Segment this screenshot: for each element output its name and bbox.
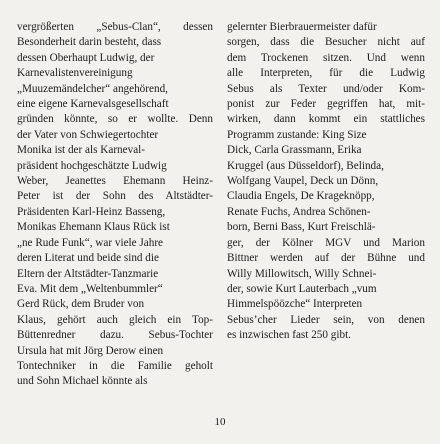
text-line: Himmelspöözche“ Interpreten [227, 298, 363, 311]
text-line: der, sowie Kurt Lauterbach „vum [227, 282, 377, 295]
text-line: Willy Millowitsch, Willy Schnei- [227, 267, 377, 280]
text-line: ponist zur Feder gegriffen hat, mit- [227, 98, 425, 111]
text-line: Sebus als Texter und/oder Kom- [227, 82, 425, 95]
text-line: Weber, Jeanettes Ehemann Heinz- [17, 175, 213, 188]
text-line: „ne Rude Funk“, war viele Jahre [17, 236, 164, 249]
text-line: präsident hochgeschätzte Ludwig [17, 159, 167, 172]
text-line: sorgen, dass die Besucher nicht auf [227, 36, 425, 49]
text-line: gelernter Bierbrauermeister dafür [227, 21, 377, 33]
text-line: born, Berni Bass, Kurt Freischlä- [227, 221, 376, 234]
text-line: „Muuzemändelcher“ angehörend, [17, 82, 168, 95]
text-line: Renate Fuchs, Andrea Schönen- [227, 205, 371, 218]
text-line: Monikas Ehemann Klaus Rück ist [17, 221, 170, 234]
text-line: Kruggel (aus Düsseldorf), Belinda, [227, 159, 384, 172]
text-line: Eva. Mit dem „Weltenbummler“ [17, 282, 163, 295]
text-line: alle Interpreten, für die Ludwig [227, 67, 425, 80]
left-text-column [17, 20, 213, 390]
text-line: eine eigene Karnevalsgesellschaft [17, 98, 169, 111]
text-line: Programm zustande: King Size [227, 128, 367, 141]
text-line: und Sohn Michael könnte als [17, 375, 148, 388]
text-line: Bittner werden auf der Bühne und [227, 252, 425, 265]
text-line: Gerd Rück, dem Bruder von [17, 298, 145, 311]
text-line: dem Trockenen sitzen. Und wenn [227, 51, 425, 64]
text-line: Claudia Engels, De Krageknöpp, [227, 190, 375, 203]
text-line: Sebus’cher Lieder sein, von denen [227, 313, 425, 326]
text-line: der Vater von Schwiegertochter [17, 128, 159, 141]
right-text-column [227, 20, 425, 344]
text-line: Tontechniker in die Familie geholt [17, 359, 213, 372]
text-line: ger, der Kölner MGV und Marion [227, 236, 425, 249]
text-line: es inzwischen fast 250 gibt. [227, 329, 351, 342]
text-line: Präsidenten Karl-Heinz Basseng, [17, 205, 166, 218]
text-line: Monika ist der als Karneval- [17, 144, 145, 157]
text-line: dessen Oberhaupt Ludwig, der [17, 51, 155, 64]
text-line: Besonderheit darin besteht, dass [17, 36, 162, 49]
text-line: Büttenredner dazu. Sebus-Tochter [17, 329, 213, 342]
text-line: Peter ist der Sohn des Altstädter- [17, 190, 213, 203]
text-line: Karnevalistenvereinigung [17, 67, 133, 80]
text-line: Klaus, gehört auch gleich ein Top- [17, 313, 213, 326]
page-number: 10 [214, 416, 226, 428]
text-line: vergrößerten „Sebus-Clan“, dessen [17, 21, 213, 33]
text-line: Eltern der Altstädter-Tanzmarie [17, 267, 159, 280]
text-line: Wolfgang Vaupel, Deck un Dönn, [227, 175, 379, 188]
text-line: deren Literat und beide sind die [17, 252, 159, 265]
text-line: Ursula hat mit Jörg Derow einen [17, 344, 164, 357]
text-line: gründen könnte, so er wollte. Denn [17, 113, 213, 126]
text-line: Dick, Carla Grassmann, Erika [227, 144, 362, 157]
text-line: wirken, dann kommt ein stattliches [227, 113, 425, 126]
